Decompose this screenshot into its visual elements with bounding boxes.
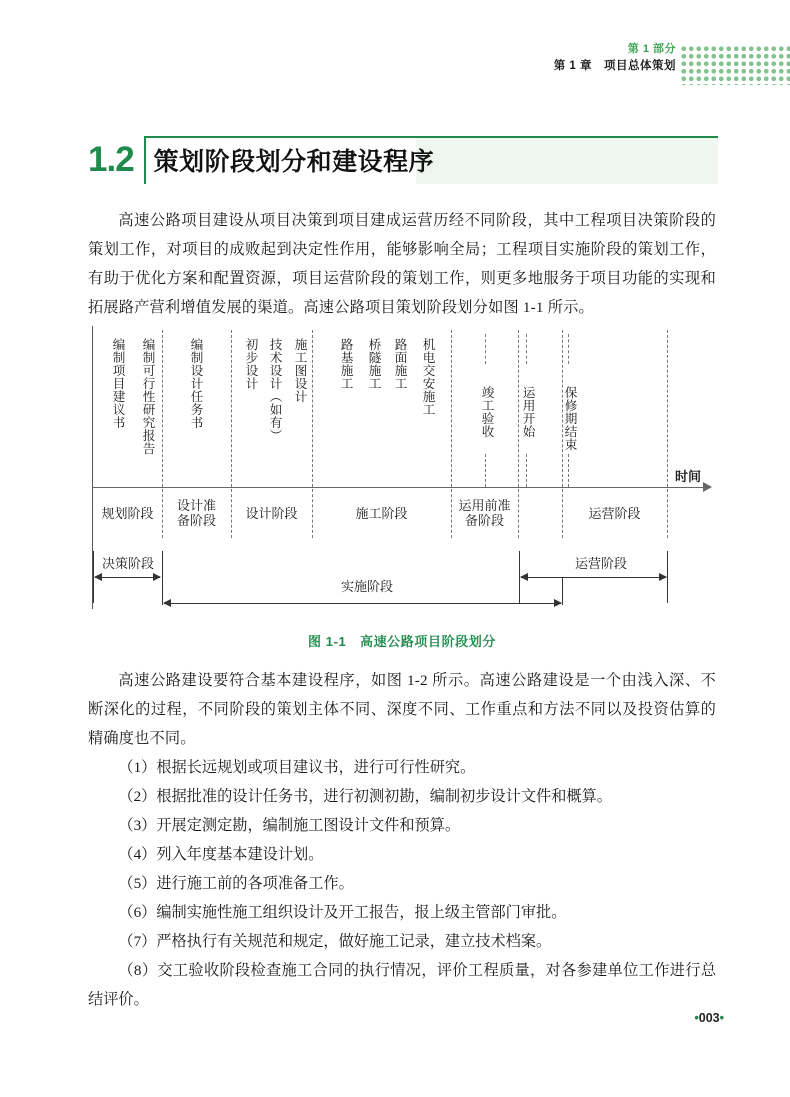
list-item: （6）编制实施性施工组织设计及开工报告，报上级主管部门审批。 xyxy=(118,904,567,921)
bracket-tick-f xyxy=(562,577,563,605)
event-label-3: 编制设计任务书 xyxy=(188,338,203,429)
event-label-7: 路基施工 xyxy=(338,338,353,390)
bracket-label-2: 运营阶段 xyxy=(574,556,627,571)
section-title xyxy=(88,136,718,184)
divider-2 xyxy=(231,330,232,487)
leader-dash-2 xyxy=(526,334,527,364)
header-part-label: 第 1 部分 xyxy=(627,43,676,55)
page-header xyxy=(70,42,790,88)
phase-cell-1: 规划阶段 xyxy=(101,505,154,521)
phase-cell-2: 设计准备阶段 xyxy=(176,498,216,528)
event-label-5: 技术设计（如有） xyxy=(267,338,282,442)
phase-cell-5: 运用前准备阶段 xyxy=(458,498,511,528)
bracket-arrow-left-2 xyxy=(520,573,528,581)
leader-dash-5 xyxy=(526,454,527,487)
leader-dash-6 xyxy=(568,454,569,487)
section-title-banner xyxy=(144,136,718,184)
list-item: （3）开展定测定勘，编制施工图设计文件和预算。 xyxy=(118,817,461,834)
list-item: （5）进行施工前的各项准备工作。 xyxy=(118,875,354,892)
bracket-arrow-right-3 xyxy=(554,599,562,607)
list-item: （7）严格执行有关规范和规定，做好施工记录，建立技术档案。 xyxy=(118,933,552,950)
bracket-line-1 xyxy=(95,577,160,578)
divider-1 xyxy=(162,330,163,487)
phase-cell-4: 施工阶段 xyxy=(355,505,408,521)
page-number-value: 003 xyxy=(698,1011,720,1025)
figure-1-1 xyxy=(92,326,712,616)
bracket-arrow-right-2 xyxy=(659,573,667,581)
dot-grid-icon xyxy=(680,45,790,85)
list-item: （4）列入年度基本建设计划。 xyxy=(118,846,324,863)
event-label-6: 施工图设计 xyxy=(292,338,307,403)
divider-4 xyxy=(451,330,452,487)
event-label-2: 编制可行性研究报告 xyxy=(140,338,155,455)
bracket-arrow-right-1 xyxy=(153,573,161,581)
event-label-13: 保修期结束 xyxy=(562,386,577,451)
list-item: （8）交工验收阶段检查施工合同的执行情况，评价工程质量，对各参建单位工作进行总结评价。 xyxy=(88,962,716,1008)
axis-arrow-icon xyxy=(703,482,712,492)
phase-cell-3: 设计阶段 xyxy=(245,505,298,521)
page-number-dot-right: • xyxy=(719,1011,724,1025)
leader-dash-4 xyxy=(485,454,486,487)
bracket-label-1: 决策阶段 xyxy=(101,556,154,571)
bracket-label-3: 实施阶段 xyxy=(340,579,393,594)
header-chapter-label: 第 1 章 项目总体策划 xyxy=(553,59,676,72)
bracket-tick-d xyxy=(667,551,668,603)
phase-divider-7 xyxy=(667,489,668,538)
event-label-8: 桥隧施工 xyxy=(366,338,381,390)
leader-dash-1 xyxy=(485,334,486,364)
list-item: （2）根据批准的设计任务书，进行初测初勘，编制初步设计文件和概算。 xyxy=(118,788,612,805)
bracket-arrow-left-3 xyxy=(163,599,171,607)
event-label-1: 编制项目建议书 xyxy=(110,338,125,429)
event-label-4: 初步设计 xyxy=(243,338,258,390)
divider-5 xyxy=(518,330,519,487)
event-label-11: 竣工验收 xyxy=(479,386,494,438)
divider-7 xyxy=(667,330,668,487)
bracket-arrow-left-1 xyxy=(94,573,102,581)
leader-dash-3 xyxy=(568,334,569,364)
phase-cell-6: 运营阶段 xyxy=(588,505,641,521)
event-label-10: 机电交安施工 xyxy=(420,338,435,416)
header-text-block xyxy=(554,42,676,75)
page-number xyxy=(0,1011,724,1025)
figure-time-axis xyxy=(92,487,704,488)
page-number-dot-left: • xyxy=(694,1011,699,1025)
body-paragraph-1: 高速公路项目建设从项目决策到项目建成运营历经不同阶段，其中工程项目决策阶段的策划工作，对项目的成败起到决定性作用，能够影响全局；工程项目实施阶段的策划工作，有助于优化方案和配置资源，项目运营阶段的策划工作，则更多地服务于项目功能的实现和拓展路产营利增值发展的渠道。高速公路项目策划阶段划分如图 1-1 所示。 xyxy=(88,212,716,316)
divider-3 xyxy=(312,330,313,487)
figure-caption: 图 1-1 高速公路项目阶段划分 xyxy=(307,634,496,649)
section-title-text: 策划阶段划分和建设程序 xyxy=(153,148,435,176)
body-paragraph-2: 高速公路建设要符合基本建设程序，如图 1-2 所示。高速公路建设是一个由浅入深、不断深化的过程，不同阶段的策划主体不同、深度不同、工作重点和方法不同以及投资估算的精确度也不同。 xyxy=(88,672,716,747)
bracket-line-3 xyxy=(164,603,561,604)
event-label-9: 路面施工 xyxy=(392,338,407,390)
event-label-12: 运用开始 xyxy=(520,386,535,438)
bracket-line-2 xyxy=(521,577,666,578)
list-item: （1）根据长远规划或项目建议书，进行可行性研究。 xyxy=(118,759,476,776)
phase-divider-5 xyxy=(518,489,519,538)
axis-label-time: 时间 xyxy=(675,469,702,484)
section-number: 1.2 xyxy=(88,140,134,179)
